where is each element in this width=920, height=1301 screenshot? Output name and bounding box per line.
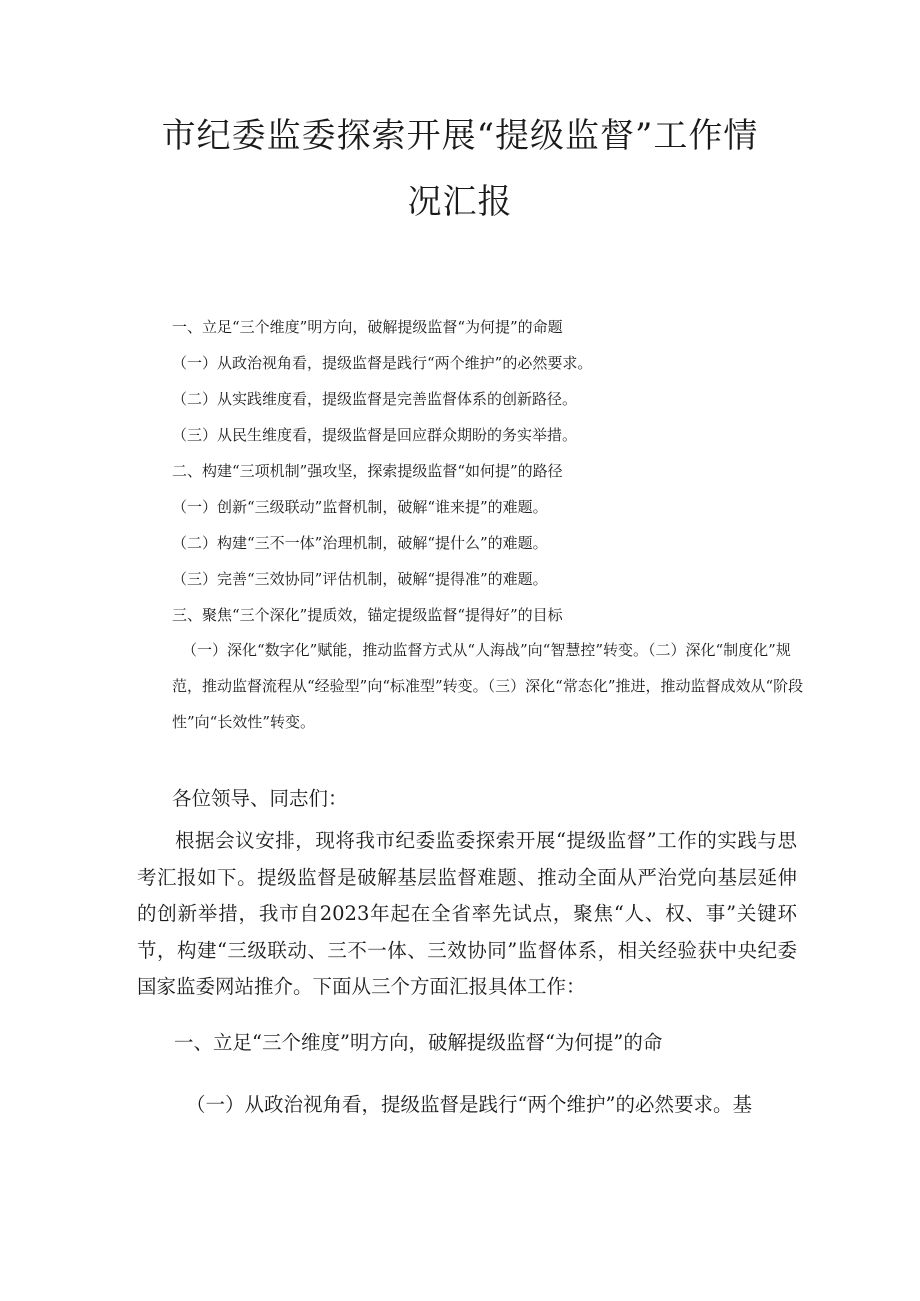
outline-item: （三）完善“三效协同”评估机制，破解“提得准”的难题。 <box>172 570 548 588</box>
outline-item: （二）从实践维度看，提级监督是完善监督体系的创新路径。 <box>172 390 578 408</box>
outline-paragraph-text: （一）深化“数字化”赋能，推动监督方式从“人海战”向“智慧控”转变。（二）深化“制度化”规范，推动监督流程从“经验型”向“标准型”转变。（三）深化“常态化”推进，推动监督成效从“阶段性”向“长效性”转变。 <box>172 641 804 731</box>
outline-item: （三）从民生维度看，提级监督是回应群众期盼的务实举措。 <box>172 426 578 444</box>
document-title-line-2: 况汇报 <box>407 182 513 222</box>
section-heading: 一、立足“三个维度”明方向，破解提级监督“为何提”的命 <box>174 1031 663 1054</box>
outline-item: 二、构建“三项机制”强攻坚，探索提级监督“如何提”的路径 <box>172 462 563 480</box>
outline-paragraph <box>172 632 812 740</box>
outline-item: 一、立足“三个维度”明方向，破解提级监督“为何提”的命题 <box>172 318 563 336</box>
outline-item: （一）创新“三级联动”监督机制，破解“谁来提”的难题。 <box>172 498 548 516</box>
intro-paragraph: 根据会议安排，现将我市纪委监委探索开展“提级监督”工作的实践与思考汇报如下。提级监督是破解基层监督难题、推动全面从严治党向基层延伸的创新举措，我市自2023年起在全省率先试点，聚焦“人、权、事”关键环节，构建“三级联动、三不一体、三效协同”监督体系，相关经验获中央纪委国家监委网站推介。下面从三个方面汇报具体工作： <box>137 829 797 998</box>
outline-item: 三、聚焦“三个深化”提质效，锚定提级监督“提得好”的目标 <box>172 606 563 624</box>
outline-item: （二）构建“三不一体”治理机制，破解“提什么”的难题。 <box>172 534 548 552</box>
document-title-line-1: 市纪委监委探索开展“提级监督”工作情 <box>161 116 759 156</box>
subsection-heading: （一）从政治视角看，提级监督是践行“两个维护”的必然要求。基 <box>186 1093 752 1116</box>
greeting: 各位领导、同志们： <box>172 787 348 810</box>
outline-item: （一）从政治视角看，提级监督是践行“两个维护”的必然要求。 <box>172 354 593 372</box>
